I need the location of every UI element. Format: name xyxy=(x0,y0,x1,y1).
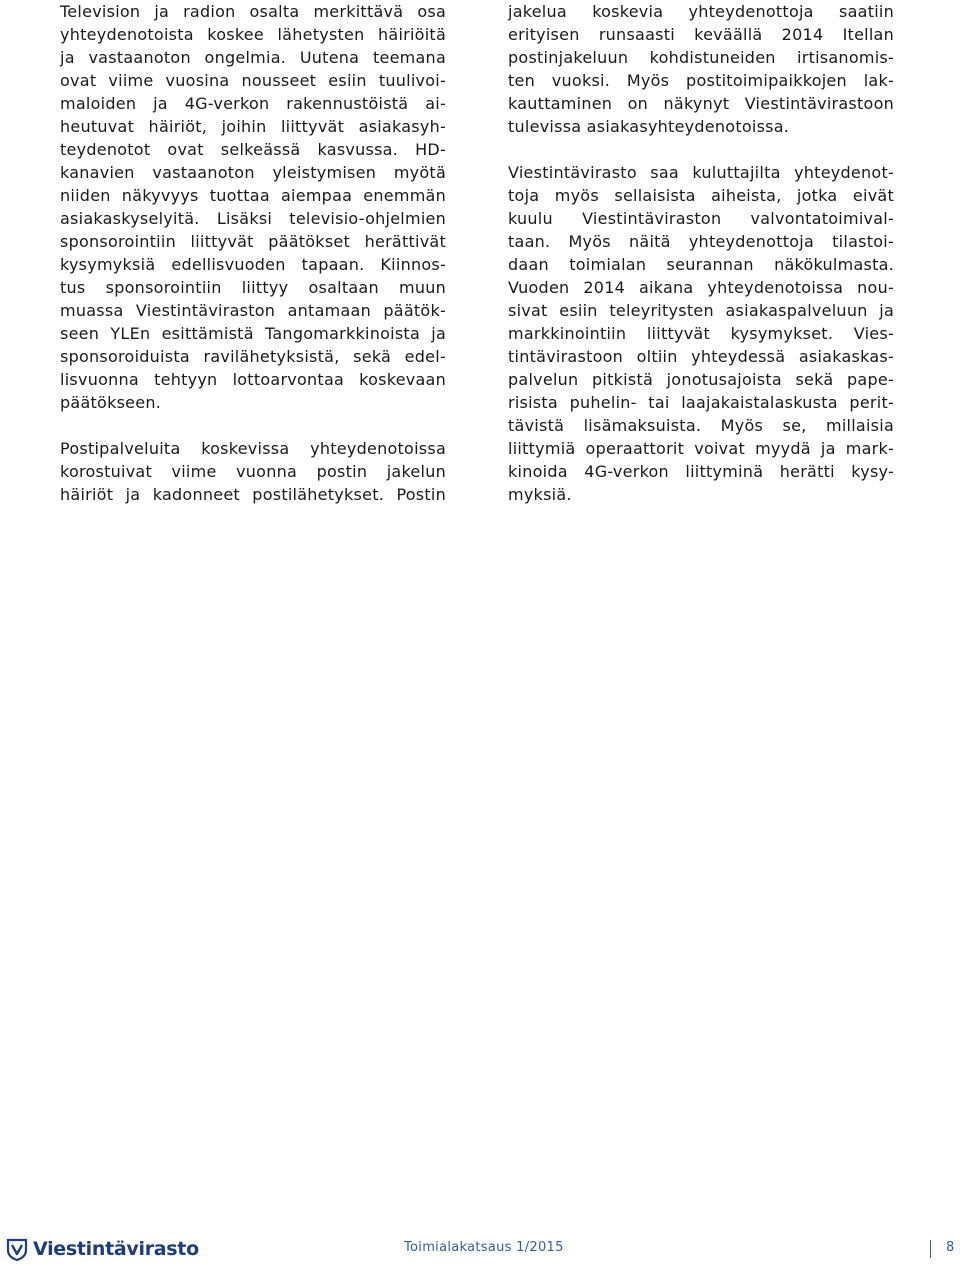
right-paragraph-2 xyxy=(508,161,894,506)
text-line: tintävirastoon oltiin yhteydessä asiakaskas- xyxy=(508,347,894,366)
text-line: ovat viime vuosina nousseet esiin tuulivoi- xyxy=(60,71,446,90)
footer-divider xyxy=(930,1240,931,1258)
text-line: taan. Myös näitä yhteydenottoja tilastoi- xyxy=(508,232,894,251)
publication-label: Toimialakatsaus 1/2015 xyxy=(404,1240,564,1255)
text-line: kinoida 4G-verkon liittyminä herätti kysy- xyxy=(508,462,894,481)
text-line: niiden näkyvyys tuottaa aiempaa enemmän xyxy=(60,186,446,205)
text-line: kanavien vastaanoton yleistymisen myötä xyxy=(60,163,446,182)
text-line: liittymiä operaattorit voivat myydä ja mark- xyxy=(508,439,894,458)
text-line: maloiden ja 4G-verkon rakennustöistä ai- xyxy=(60,94,446,113)
viestintavirasto-logo xyxy=(5,1236,199,1262)
paragraph-gap xyxy=(60,414,446,437)
text-line: kuulu Viestintäviraston valvontatoimival- xyxy=(508,209,894,228)
text-line: lisvuonna tehtyyn lottoarvontaa koskevaan xyxy=(60,370,446,389)
left-paragraph-1 xyxy=(60,0,446,414)
text-line: erityisen runsaasti keväällä 2014 Itellan xyxy=(508,25,894,44)
text-line: sponsoroiduista ravilähetyksistä, sekä edel- xyxy=(60,347,446,366)
text-line: tävistä lisämaksuista. Myös se, millaisia xyxy=(508,416,894,435)
text-line: asiakaskyselyitä. Lisäksi televisio-ohjelmien xyxy=(60,209,446,228)
text-line: postinjakeluun kohdistuneiden irtisanomis- xyxy=(508,48,894,67)
text-line: Postipalveluita koskevissa yhteydenotoissa xyxy=(60,439,446,458)
text-line: tus sponsorointiin liittyy osaltaan muun xyxy=(60,278,446,297)
right-paragraph-1 xyxy=(508,0,894,138)
text-line: Television ja radion osalta merkittävä osa xyxy=(60,2,446,21)
text-line: tulevissa asiakasyhteydenotoissa. xyxy=(508,117,790,136)
text-line: Vuoden 2014 aikana yhteydenotoissa nou- xyxy=(508,278,894,297)
text-line: toja myös sellaisista aiheista, jotka eivät xyxy=(508,186,894,205)
text-line: sivat esiin teleyritysten asiakaspalveluun ja xyxy=(508,301,894,320)
viestintavirasto-logo-mark-icon xyxy=(5,1236,29,1262)
text-line: kauttaminen on näkynyt Viestintävirastoon xyxy=(508,94,894,113)
text-line: korostuivat viime vuonna postin jakelun xyxy=(60,462,446,481)
text-line: ja vastaanoton ongelmia. Uutena teemana xyxy=(60,48,446,67)
right-column xyxy=(508,0,894,506)
text-line: jakelua koskevia yhteydenottoja saatiin xyxy=(508,2,894,21)
left-paragraph-2 xyxy=(60,437,446,506)
text-line: markkinointiin liittyvät kysymykset. Vies- xyxy=(508,324,894,343)
text-line: kysymyksiä edellisvuoden tapaan. Kiinnos- xyxy=(60,255,446,274)
text-line: teydenotot ovat selkeässä kasvussa. HD- xyxy=(60,140,446,159)
text-line: Viestintävirasto saa kuluttajilta yhteydenot- xyxy=(508,163,894,182)
text-line: risista puhelin- tai laajakaistalaskusta perit- xyxy=(508,393,894,412)
text-line: palvelun pitkistä jonotusajoista sekä pape- xyxy=(508,370,894,389)
text-line: heutuvat häiriöt, joihin liittyvät asiakasyh- xyxy=(60,117,446,136)
text-line: daan toimialan seurannan näkökulmasta. xyxy=(508,255,894,274)
text-line: ten vuoksi. Myös postitoimipaikkojen lak- xyxy=(508,71,894,90)
text-line: häiriöt ja kadonneet postilähetykset. Postin xyxy=(60,485,446,504)
left-column xyxy=(60,0,446,506)
text-line: sponsorointiin liittyvät päätökset herättivät xyxy=(60,232,446,251)
page-number: 8 xyxy=(946,1240,955,1255)
text-line: päätökseen. xyxy=(60,393,162,412)
logo-wordmark: Viestintävirasto xyxy=(33,1238,199,1260)
text-line: muassa Viestintäviraston antamaan päätök- xyxy=(60,301,446,320)
text-line: seen YLEn esittämistä Tangomarkkinoista ja xyxy=(60,324,446,343)
text-line: yhteydenotoista koskee lähetysten häiriöitä xyxy=(60,25,446,44)
text-line: myksiä. xyxy=(508,485,572,504)
paragraph-gap xyxy=(508,138,894,161)
